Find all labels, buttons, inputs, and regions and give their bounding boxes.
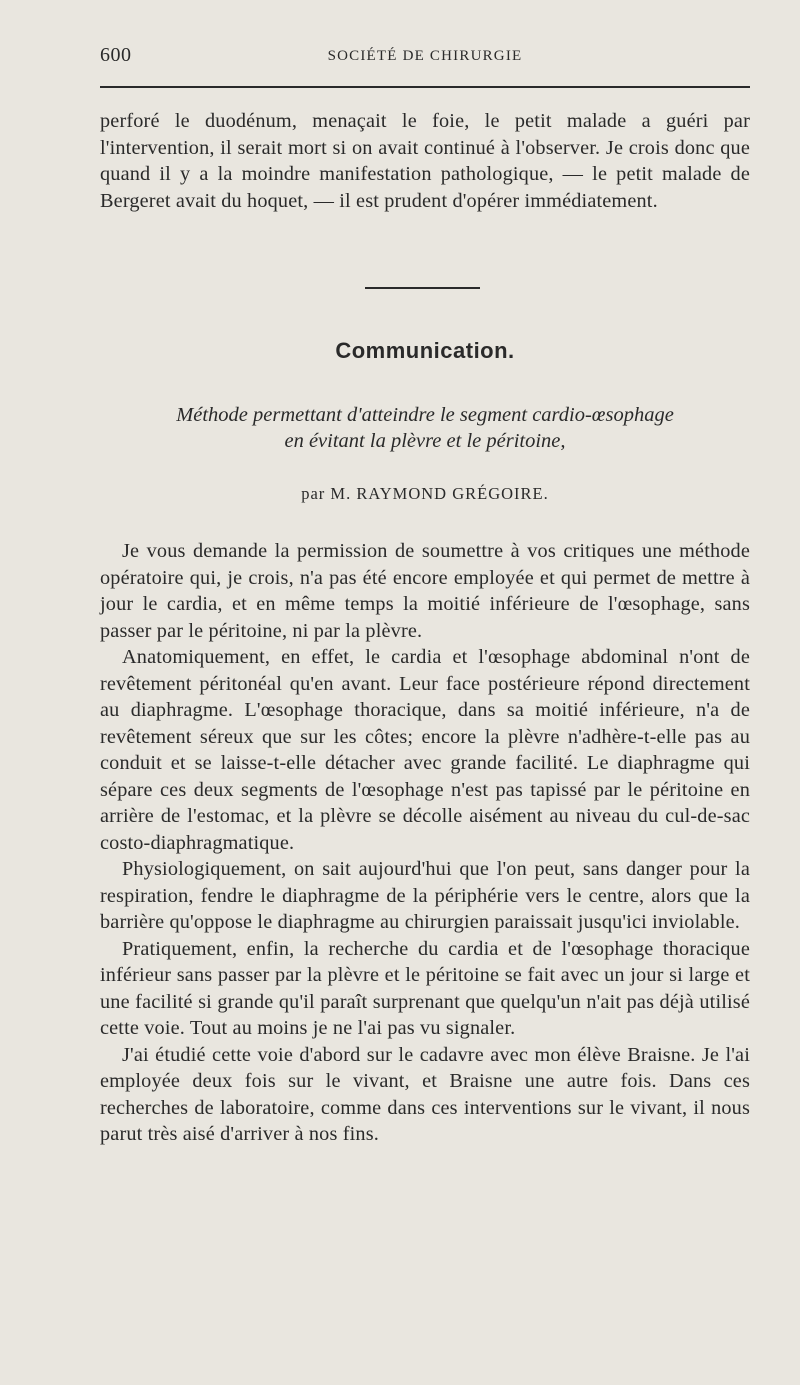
page-number: 600 bbox=[100, 44, 132, 66]
article-title bbox=[100, 402, 750, 454]
continued-paragraph bbox=[100, 108, 750, 214]
article-body bbox=[100, 538, 750, 1148]
article-title-line-2: en évitant la plèvre et le péritoine, bbox=[284, 430, 566, 452]
paragraph-continued: perforé le duodénum, menaçait le foie, le petit malade a guéri par l'intervention, il serait mort si on avait continué à l'observer. Je crois donc que quand il y a la moindre manifestation pathologique, — le petit malade de Bergeret avait du hoquet, — il est prudent d'opérer immédiatement. bbox=[100, 110, 750, 212]
section-divider bbox=[365, 287, 480, 289]
section-title: Communication. bbox=[335, 338, 515, 363]
body-paragraph: Pratiquement, enfin, la recherche du cardia et de l'œsophage thoracique inférieur sans passer par la plèvre et le péritoine se fait avec un jour si large et une facilité si grande qu'il paraît surprenant que quelqu'un n'ait pas déjà utilisé cette voie. Tout au moins je ne l'ai pas vu signaler. bbox=[100, 937, 750, 1039]
page-header bbox=[100, 44, 750, 74]
body-paragraph: Je vous demande la permission de soumettre à vos critiques une méthode opératoire qui, je crois, n'a pas été encore employée et qui permet de mettre à jour le cardia, et en même temps la moitié inférieure de l'œsophage, sans passer par le péritoine, ni par la plèvre. bbox=[100, 540, 750, 642]
running-title: SOCIÉTÉ DE CHIRURGIE bbox=[327, 48, 523, 64]
body-paragraph: J'ai étudié cette voie d'abord sur le cadavre avec mon élève Braisne. Je l'ai employée deux fois sur le vivant, et Braisne une autre fois. Dans ces recherches de laboratoire, comme dans ces interventions sur le vivant, il nous parut très aisé d'arriver à nos fins. bbox=[100, 1043, 750, 1145]
header-rule bbox=[100, 86, 750, 88]
body-paragraph: Anatomiquement, en effet, le cardia et l'œsophage abdominal n'ont de revêtement péritonéal qu'en avant. Leur face postérieure répond directement au diaphragme. L'œsophage thoracique, dans sa moitié inférieure, n'a de revêtement séreux que sur les côtes; encore la plèvre n'adhère-t-elle pas au conduit et se laisse-t-elle détacher avec grande facilité. Le diaphragme qui sépare ces deux segments de l'œsophage n'est pas tapissé par le péritoine en arrière de l'estomac, et la plèvre se décolle aisément au niveau du cul-de-sac costo-diaphragmatique. bbox=[100, 646, 750, 854]
author-byline: par M. RAYMOND GRÉGOIRE. bbox=[301, 484, 549, 503]
body-paragraph: Physiologiquement, on sait aujourd'hui que l'on peut, sans danger pour la respiration, fendre le diaphragme de la périphérie vers le centre, alors que la barrière qu'oppose le diaphragme au chirurgien paraissait jusqu'ici inviolable. bbox=[100, 858, 750, 933]
article-title-line-1: Méthode permettant d'atteindre le segment cardio-œsophage bbox=[176, 404, 674, 426]
